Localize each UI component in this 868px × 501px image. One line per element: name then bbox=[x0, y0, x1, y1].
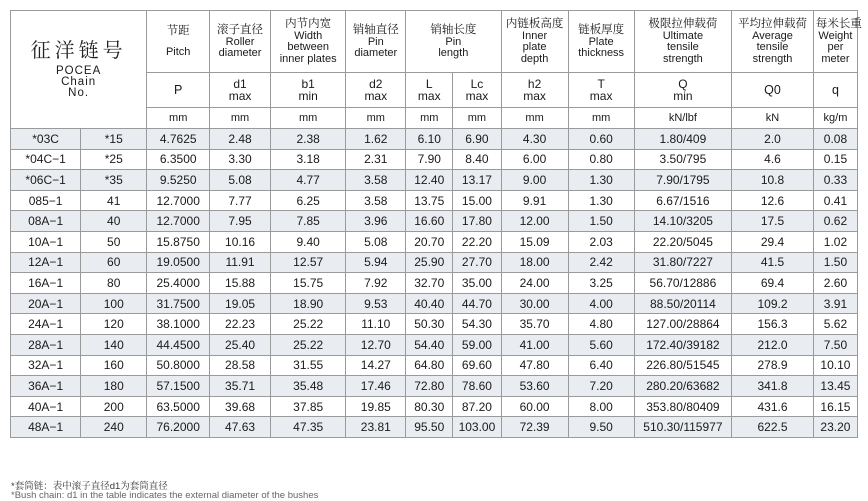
cell-iso-code: 36A−1 bbox=[11, 376, 81, 397]
cell-pin-length-l: 72.80 bbox=[406, 376, 453, 397]
cell-ultimate-strength: 127.00/28864 bbox=[634, 314, 731, 335]
cell-weight-per-meter: 3.91 bbox=[813, 293, 857, 314]
cell-inner-plate-depth: 30.00 bbox=[501, 293, 568, 314]
cell-pin-diameter: 11.10 bbox=[346, 314, 406, 335]
cell-plate-thickness: 0.80 bbox=[568, 149, 634, 170]
cell-pin-length-lc: 15.00 bbox=[453, 190, 501, 211]
cell-iso-code: 12A−1 bbox=[11, 252, 81, 273]
cell-ansi-code: 120 bbox=[81, 314, 147, 335]
cell-plate-thickness: 8.00 bbox=[568, 396, 634, 417]
cell-pitch: 12.7000 bbox=[147, 190, 210, 211]
cell-pitch: 19.0500 bbox=[147, 252, 210, 273]
cell-roller-diameter: 28.58 bbox=[210, 355, 271, 376]
cell-inner-width: 12.57 bbox=[270, 252, 345, 273]
cell-weight-per-meter: 7.50 bbox=[813, 334, 857, 355]
cell-plate-thickness: 5.60 bbox=[568, 334, 634, 355]
cell-inner-width: 3.18 bbox=[270, 149, 345, 170]
cell-pin-length-lc: 22.20 bbox=[453, 231, 501, 252]
cell-pin-length-l: 6.10 bbox=[406, 129, 453, 150]
weight-per-meter-header: 每米长重 Weight per meter bbox=[813, 11, 857, 73]
cell-ansi-code: 180 bbox=[81, 376, 147, 397]
cell-average-strength: 29.4 bbox=[732, 231, 814, 252]
cell-ultimate-strength: 14.10/3205 bbox=[634, 211, 731, 232]
cell-ultimate-strength: 172.40/39182 bbox=[634, 334, 731, 355]
table-row bbox=[11, 252, 858, 273]
cell-pin-length-l: 16.60 bbox=[406, 211, 453, 232]
cell-ultimate-strength: 353.80/80409 bbox=[634, 396, 731, 417]
cell-roller-diameter: 10.16 bbox=[210, 231, 271, 252]
cell-pitch: 4.7625 bbox=[147, 129, 210, 150]
cell-roller-diameter: 15.88 bbox=[210, 273, 271, 294]
plate-thickness-unit: mm bbox=[568, 108, 634, 129]
cell-inner-width: 15.75 bbox=[270, 273, 345, 294]
cell-inner-width: 4.77 bbox=[270, 170, 345, 191]
table-row bbox=[11, 190, 858, 211]
cell-pin-diameter: 12.70 bbox=[346, 334, 406, 355]
cell-ansi-code: 160 bbox=[81, 355, 147, 376]
cell-inner-plate-depth: 72.39 bbox=[501, 417, 568, 438]
cell-ansi-code: 60 bbox=[81, 252, 147, 273]
inner-plate-depth-header: 内链板高度 Inner plate depth bbox=[501, 11, 568, 73]
cell-inner-width: 35.48 bbox=[270, 376, 345, 397]
cell-weight-per-meter: 10.10 bbox=[813, 355, 857, 376]
cell-inner-plate-depth: 9.91 bbox=[501, 190, 568, 211]
cell-inner-width: 2.38 bbox=[270, 129, 345, 150]
cell-pin-diameter: 2.31 bbox=[346, 149, 406, 170]
pitch-symbol: P bbox=[147, 73, 210, 108]
cell-pitch: 25.4000 bbox=[147, 273, 210, 294]
cell-ansi-code: 40 bbox=[81, 211, 147, 232]
cell-pin-length-lc: 6.90 bbox=[453, 129, 501, 150]
table-row bbox=[11, 273, 858, 294]
cell-inner-width: 7.85 bbox=[270, 211, 345, 232]
cell-pin-length-lc: 87.20 bbox=[453, 396, 501, 417]
cell-iso-code: 20A−1 bbox=[11, 293, 81, 314]
table-row bbox=[11, 376, 858, 397]
cell-pin-diameter: 23.81 bbox=[346, 417, 406, 438]
cell-pin-length-l: 40.40 bbox=[406, 293, 453, 314]
pitch-header: 节距 Pitch bbox=[147, 11, 210, 73]
table-row bbox=[11, 314, 858, 335]
cell-average-strength: 41.5 bbox=[732, 252, 814, 273]
cell-pin-diameter: 19.85 bbox=[346, 396, 406, 417]
cell-pin-length-lc: 44.70 bbox=[453, 293, 501, 314]
ultimate-strength-unit: kN/lbf bbox=[634, 108, 731, 129]
cell-inner-plate-depth: 6.00 bbox=[501, 149, 568, 170]
cell-ultimate-strength: 3.50/795 bbox=[634, 149, 731, 170]
header-row-names bbox=[11, 11, 858, 73]
cell-pin-length-l: 25.90 bbox=[406, 252, 453, 273]
cell-iso-code: 08A−1 bbox=[11, 211, 81, 232]
cell-pin-length-lc: 17.80 bbox=[453, 211, 501, 232]
cell-pin-length-lc: 78.60 bbox=[453, 376, 501, 397]
cell-inner-width: 25.22 bbox=[270, 334, 345, 355]
cell-roller-diameter: 19.05 bbox=[210, 293, 271, 314]
cell-ultimate-strength: 510.30/115977 bbox=[634, 417, 731, 438]
cell-ansi-code: *25 bbox=[81, 149, 147, 170]
cell-pin-length-lc: 54.30 bbox=[453, 314, 501, 335]
cell-inner-plate-depth: 47.80 bbox=[501, 355, 568, 376]
cell-iso-code: *04C−1 bbox=[11, 149, 81, 170]
table-row bbox=[11, 129, 858, 150]
cell-average-strength: 622.5 bbox=[732, 417, 814, 438]
cell-iso-code: 24A−1 bbox=[11, 314, 81, 335]
cell-average-strength: 10.8 bbox=[732, 170, 814, 191]
cell-pin-length-lc: 8.40 bbox=[453, 149, 501, 170]
cell-roller-diameter: 11.91 bbox=[210, 252, 271, 273]
cell-plate-thickness: 9.50 bbox=[568, 417, 634, 438]
cell-pin-diameter: 3.96 bbox=[346, 211, 406, 232]
cell-ansi-code: 140 bbox=[81, 334, 147, 355]
ultimate-strength-symbol: Q min bbox=[634, 73, 731, 108]
cell-pitch: 6.3500 bbox=[147, 149, 210, 170]
cell-pin-diameter: 5.08 bbox=[346, 231, 406, 252]
ultimate-strength-header: 极限拉伸载荷 Ultimate tensile strength bbox=[634, 11, 731, 73]
plate-thickness-symbol: T max bbox=[568, 73, 634, 108]
cell-weight-per-meter: 1.50 bbox=[813, 252, 857, 273]
cell-roller-diameter: 5.08 bbox=[210, 170, 271, 191]
cell-average-strength: 69.4 bbox=[732, 273, 814, 294]
average-strength-symbol: Q0 bbox=[732, 73, 814, 108]
cell-weight-per-meter: 2.60 bbox=[813, 273, 857, 294]
cell-iso-code: 32A−1 bbox=[11, 355, 81, 376]
cell-inner-width: 6.25 bbox=[270, 190, 345, 211]
footnote-zh: *套筒链：表中滚子直径d1为套筒直径 bbox=[11, 481, 168, 492]
cell-pin-diameter: 3.58 bbox=[346, 190, 406, 211]
cell-plate-thickness: 1.30 bbox=[568, 170, 634, 191]
cell-pin-length-l: 50.30 bbox=[406, 314, 453, 335]
cell-inner-plate-depth: 35.70 bbox=[501, 314, 568, 335]
model-header bbox=[11, 11, 147, 129]
roller-diameter-unit: mm bbox=[210, 108, 271, 129]
cell-ultimate-strength: 31.80/7227 bbox=[634, 252, 731, 273]
cell-roller-diameter: 22.23 bbox=[210, 314, 271, 335]
cell-iso-code: 40A−1 bbox=[11, 396, 81, 417]
pitch-unit: mm bbox=[147, 108, 210, 129]
chain-spec-table bbox=[10, 10, 862, 438]
cell-pin-length-l: 95.50 bbox=[406, 417, 453, 438]
cell-weight-per-meter: 13.45 bbox=[813, 376, 857, 397]
cell-average-strength: 4.6 bbox=[732, 149, 814, 170]
cell-pitch: 38.1000 bbox=[147, 314, 210, 335]
cell-weight-per-meter: 0.62 bbox=[813, 211, 857, 232]
pin-length-l-symbol: L max bbox=[406, 73, 453, 108]
cell-iso-code: *03C bbox=[11, 129, 81, 150]
cell-average-strength: 278.9 bbox=[732, 355, 814, 376]
cell-pitch: 12.7000 bbox=[147, 211, 210, 232]
cell-weight-per-meter: 23.20 bbox=[813, 417, 857, 438]
cell-iso-code: 16A−1 bbox=[11, 273, 81, 294]
cell-ultimate-strength: 226.80/51545 bbox=[634, 355, 731, 376]
pin-diameter-header: 销轴直径 Pin diameter bbox=[346, 11, 406, 73]
weight-per-meter-symbol: q bbox=[813, 73, 857, 108]
cell-pin-diameter: 17.46 bbox=[346, 376, 406, 397]
cell-inner-plate-depth: 9.00 bbox=[501, 170, 568, 191]
cell-ultimate-strength: 7.90/1795 bbox=[634, 170, 731, 191]
cell-pin-diameter: 9.53 bbox=[346, 293, 406, 314]
cell-inner-plate-depth: 24.00 bbox=[501, 273, 568, 294]
cell-iso-code: 48A−1 bbox=[11, 417, 81, 438]
inner-width-symbol: b1 min bbox=[270, 73, 345, 108]
cell-pin-length-lc: 103.00 bbox=[453, 417, 501, 438]
cell-pin-length-l: 64.80 bbox=[406, 355, 453, 376]
cell-inner-width: 47.35 bbox=[270, 417, 345, 438]
cell-roller-diameter: 35.71 bbox=[210, 376, 271, 397]
cell-pin-length-l: 13.75 bbox=[406, 190, 453, 211]
cell-ultimate-strength: 280.20/63682 bbox=[634, 376, 731, 397]
cell-plate-thickness: 2.03 bbox=[568, 231, 634, 252]
cell-pin-length-l: 54.40 bbox=[406, 334, 453, 355]
pin-length-lc-unit: mm bbox=[453, 108, 501, 129]
cell-weight-per-meter: 0.33 bbox=[813, 170, 857, 191]
cell-weight-per-meter: 0.08 bbox=[813, 129, 857, 150]
cell-weight-per-meter: 0.15 bbox=[813, 149, 857, 170]
cell-pitch: 15.8750 bbox=[147, 231, 210, 252]
cell-roller-diameter: 3.30 bbox=[210, 149, 271, 170]
cell-average-strength: 341.8 bbox=[732, 376, 814, 397]
cell-plate-thickness: 4.00 bbox=[568, 293, 634, 314]
cell-pin-diameter: 5.94 bbox=[346, 252, 406, 273]
roller-diameter-symbol: d1 max bbox=[210, 73, 271, 108]
cell-inner-plate-depth: 41.00 bbox=[501, 334, 568, 355]
cell-pitch: 63.5000 bbox=[147, 396, 210, 417]
pin-length-header: 销轴长度 Pin length bbox=[406, 11, 501, 73]
model-header-en: POCEA Chain No. bbox=[55, 65, 102, 99]
inner-plate-depth-unit: mm bbox=[501, 108, 568, 129]
cell-ultimate-strength: 88.50/20114 bbox=[634, 293, 731, 314]
cell-ansi-code: *35 bbox=[81, 170, 147, 191]
cell-pin-diameter: 14.27 bbox=[346, 355, 406, 376]
cell-pin-length-lc: 35.00 bbox=[453, 273, 501, 294]
cell-inner-width: 37.85 bbox=[270, 396, 345, 417]
cell-inner-plate-depth: 15.09 bbox=[501, 231, 568, 252]
average-strength-header: 平均拉伸载荷 Average tensile strength bbox=[732, 11, 814, 73]
footnote-en: *Bush chain: d1 in the table indicates the external diameter of the bushes bbox=[11, 490, 319, 501]
cell-average-strength: 431.6 bbox=[732, 396, 814, 417]
cell-weight-per-meter: 16.15 bbox=[813, 396, 857, 417]
model-header-zh: 征洋链号 bbox=[30, 40, 127, 62]
plate-thickness-header: 链板厚度 Plate thickness bbox=[568, 11, 634, 73]
pin-diameter-unit: mm bbox=[346, 108, 406, 129]
cell-weight-per-meter: 1.02 bbox=[813, 231, 857, 252]
cell-average-strength: 156.3 bbox=[732, 314, 814, 335]
cell-pitch: 31.7500 bbox=[147, 293, 210, 314]
cell-pin-length-l: 7.90 bbox=[406, 149, 453, 170]
cell-ultimate-strength: 6.67/1516 bbox=[634, 190, 731, 211]
cell-pin-length-lc: 13.17 bbox=[453, 170, 501, 191]
cell-weight-per-meter: 0.41 bbox=[813, 190, 857, 211]
cell-inner-plate-depth: 60.00 bbox=[501, 396, 568, 417]
cell-plate-thickness: 1.50 bbox=[568, 211, 634, 232]
cell-inner-width: 18.90 bbox=[270, 293, 345, 314]
cell-iso-code: 28A−1 bbox=[11, 334, 81, 355]
cell-roller-diameter: 47.63 bbox=[210, 417, 271, 438]
cell-plate-thickness: 6.40 bbox=[568, 355, 634, 376]
table-row bbox=[11, 355, 858, 376]
table-row bbox=[11, 149, 858, 170]
cell-roller-diameter: 39.68 bbox=[210, 396, 271, 417]
table-row bbox=[11, 334, 858, 355]
table-row bbox=[11, 231, 858, 252]
cell-pitch: 9.5250 bbox=[147, 170, 210, 191]
roller-diameter-header: 滚子直径 Roller diameter bbox=[210, 11, 271, 73]
cell-roller-diameter: 25.40 bbox=[210, 334, 271, 355]
cell-plate-thickness: 3.25 bbox=[568, 273, 634, 294]
pin-length-lc-symbol: Lc max bbox=[453, 73, 501, 108]
table-row bbox=[11, 170, 858, 191]
pin-length-l-unit: mm bbox=[406, 108, 453, 129]
table-row bbox=[11, 211, 858, 232]
cell-inner-width: 31.55 bbox=[270, 355, 345, 376]
cell-average-strength: 12.6 bbox=[732, 190, 814, 211]
cell-pin-length-l: 20.70 bbox=[406, 231, 453, 252]
cell-pin-length-lc: 59.00 bbox=[453, 334, 501, 355]
cell-ansi-code: 240 bbox=[81, 417, 147, 438]
inner-width-header: 内节内宽 Width between inner plates bbox=[270, 11, 345, 73]
cell-average-strength: 2.0 bbox=[732, 129, 814, 150]
cell-ansi-code: 80 bbox=[81, 273, 147, 294]
cell-pin-length-l: 80.30 bbox=[406, 396, 453, 417]
cell-ansi-code: 41 bbox=[81, 190, 147, 211]
cell-ultimate-strength: 1.80/409 bbox=[634, 129, 731, 150]
average-strength-unit: kN bbox=[732, 108, 814, 129]
cell-plate-thickness: 1.30 bbox=[568, 190, 634, 211]
cell-ansi-code: 200 bbox=[81, 396, 147, 417]
inner-plate-depth-symbol: h2 max bbox=[501, 73, 568, 108]
cell-iso-code: 085−1 bbox=[11, 190, 81, 211]
cell-pin-length-lc: 69.60 bbox=[453, 355, 501, 376]
pin-diameter-symbol: d2 max bbox=[346, 73, 406, 108]
cell-pin-length-l: 12.40 bbox=[406, 170, 453, 191]
cell-pin-length-l: 32.70 bbox=[406, 273, 453, 294]
cell-pitch: 50.8000 bbox=[147, 355, 210, 376]
cell-iso-code: *06C−1 bbox=[11, 170, 81, 191]
cell-ansi-code: *15 bbox=[81, 129, 147, 150]
table-body bbox=[11, 129, 858, 438]
cell-average-strength: 212.0 bbox=[732, 334, 814, 355]
cell-iso-code: 10A−1 bbox=[11, 231, 81, 252]
cell-inner-plate-depth: 12.00 bbox=[501, 211, 568, 232]
cell-plate-thickness: 7.20 bbox=[568, 376, 634, 397]
table-row bbox=[11, 293, 858, 314]
cell-pin-diameter: 3.58 bbox=[346, 170, 406, 191]
cell-pin-length-lc: 27.70 bbox=[453, 252, 501, 273]
cell-pitch: 57.1500 bbox=[147, 376, 210, 397]
weight-per-meter-unit: kg/m bbox=[813, 108, 857, 129]
cell-roller-diameter: 7.95 bbox=[210, 211, 271, 232]
cell-roller-diameter: 7.77 bbox=[210, 190, 271, 211]
cell-inner-plate-depth: 53.60 bbox=[501, 376, 568, 397]
cell-ansi-code: 50 bbox=[81, 231, 147, 252]
cell-average-strength: 17.5 bbox=[732, 211, 814, 232]
cell-pin-diameter: 1.62 bbox=[346, 129, 406, 150]
cell-plate-thickness: 2.42 bbox=[568, 252, 634, 273]
cell-plate-thickness: 0.60 bbox=[568, 129, 634, 150]
table-row bbox=[11, 396, 858, 417]
cell-plate-thickness: 4.80 bbox=[568, 314, 634, 335]
cell-pitch: 76.2000 bbox=[147, 417, 210, 438]
cell-average-strength: 109.2 bbox=[732, 293, 814, 314]
cell-inner-width: 9.40 bbox=[270, 231, 345, 252]
cell-pitch: 44.4500 bbox=[147, 334, 210, 355]
cell-inner-width: 25.22 bbox=[270, 314, 345, 335]
cell-pin-diameter: 7.92 bbox=[346, 273, 406, 294]
cell-ultimate-strength: 56.70/12886 bbox=[634, 273, 731, 294]
table-row bbox=[11, 417, 858, 438]
cell-inner-plate-depth: 4.30 bbox=[501, 129, 568, 150]
cell-weight-per-meter: 5.62 bbox=[813, 314, 857, 335]
cell-roller-diameter: 2.48 bbox=[210, 129, 271, 150]
cell-ansi-code: 100 bbox=[81, 293, 147, 314]
cell-inner-plate-depth: 18.00 bbox=[501, 252, 568, 273]
cell-ultimate-strength: 22.20/5045 bbox=[634, 231, 731, 252]
inner-width-unit: mm bbox=[270, 108, 345, 129]
